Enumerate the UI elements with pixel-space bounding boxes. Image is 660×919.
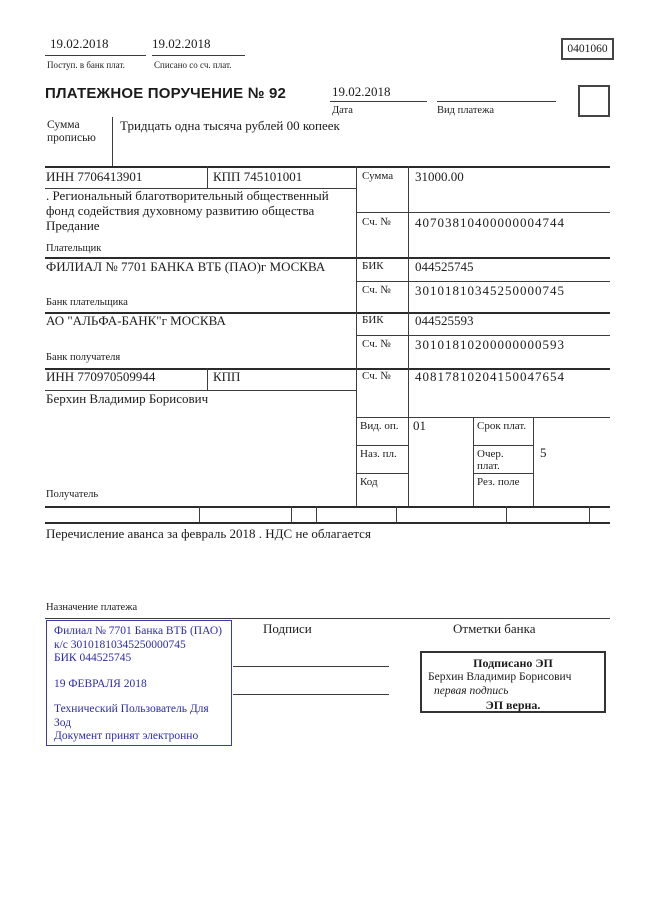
grid-line [473,417,474,506]
payer-bank-name: ФИЛИАЛ № 7701 БАНКА ВТБ (ПАО)г МОСКВА [46,259,326,274]
vid-op-label: Вид. оп. [360,420,399,432]
ep-stamp-note: первая подпись [434,685,509,697]
grid-line [356,335,610,336]
amount-words-value: Тридцать одна тысяча рублей 00 копеек [120,118,340,133]
purpose-label: Назначение платежа [46,602,138,613]
debited-date: 19.02.2018 [152,36,211,51]
date-underline [330,101,427,102]
payee-inn: ИНН 770970509944 [46,369,156,384]
debited-date-underline [152,55,245,56]
bank-stamp-line: Документ принят электронно [54,730,199,742]
grid-line [199,506,200,522]
grid-line [356,473,409,474]
kod-label: Код [360,476,378,488]
payer-account-label: Сч. № [362,216,391,228]
payer-account-value: 40703810400000004744 [415,215,565,230]
document-title: ПЛАТЕЖНОЕ ПОРУЧЕНИЕ № 92 [45,85,287,102]
signature-line-1 [233,666,389,667]
payee-account-value: 40817810204150047654 [415,369,565,384]
bank-stamp-line: Филиал № 7701 Банка ВТБ (ПАО) [54,625,222,637]
payer-label: Плательщик [46,243,102,254]
payee-bank-account-label: Сч. № [362,338,391,350]
payee-bank-bik-label: БИК [362,314,384,326]
ep-stamp-name: Берхин Владимир Борисович [428,671,572,683]
payee-bank-name: АО "АЛЬФА-БАНК"г МОСКВА [46,313,226,328]
payee-bank-bik-value: 044525593 [415,313,474,328]
grid-line [356,445,409,446]
vid-op-value: 01 [413,418,426,433]
grid-line [356,281,610,282]
form-code-box [561,38,614,60]
ep-stamp-verdict: ЭП верна. [485,698,541,712]
bank-stamp [46,620,232,746]
electronic-signature-stamp [420,651,606,713]
payment-type-box [578,85,610,117]
grid-line [45,166,610,168]
purpose-underline [45,618,610,619]
signature-line-2 [233,694,389,695]
payer-bank-bik-value: 044525745 [415,259,474,274]
received-date-label: Поступ. в банк плат. [47,60,125,70]
payment-type-underline [437,101,556,102]
ep-stamp-title: Подписано ЭП [473,656,553,670]
grid-line [408,166,409,506]
amount-words-label: Сумма прописью [47,119,96,144]
document-date: 19.02.2018 [332,84,391,99]
grid-line [45,506,610,508]
amount-label: Сумма [362,170,394,182]
grid-line [356,417,610,418]
payer-name-line3: Предание [46,218,100,233]
ocher-plat-label: Очер. плат. [477,448,504,473]
payee-bank-account-value: 30101810200000000593 [415,337,565,352]
grid-line [356,166,357,506]
naz-pl-label: Наз. пл. [360,448,397,460]
received-date: 19.02.2018 [50,36,109,51]
debited-date-label: Списано со сч. плат. [154,60,232,70]
payee-bank-label: Банк получателя [46,352,121,363]
purpose-text: Перечисление аванса за февраль 2018 . НДС не облагается [46,526,371,541]
payer-name-line2: фонд содействия духовному развитию общества [46,203,315,218]
payer-inn: ИНН 7706413901 [46,169,143,184]
bank-marks-label: Отметки банка [453,621,536,636]
grid-line [291,506,292,522]
payer-bank-account-value: 30101810345250000745 [415,283,565,298]
payee-kpp: КПП [213,369,241,384]
grid-line [207,368,208,390]
payer-bank-bik-label: БИК [362,260,384,272]
payee-label: Получатель [46,489,99,500]
signatures-label: Подписи [263,621,312,636]
bank-stamp-line: к/с 30101810345250000745 [54,638,186,651]
bank-stamp-line: Зод [54,716,72,729]
grid-line [316,506,317,522]
payee-account-label: Сч. № [362,370,391,382]
payment-type-label: Вид платежа [437,105,495,116]
payee-name: Берхин Владимир Борисович [46,391,209,406]
grid-line [506,506,507,522]
grid-line [396,506,397,522]
ocher-plat-value: 5 [540,445,547,460]
form-code: 0401060 [567,43,608,55]
amount-value: 31000.00 [415,169,464,184]
payer-name-line1: . Региональный благотворительный общественный [46,188,329,203]
grid-line [207,166,208,188]
grid-line [473,445,534,446]
rez-pole-label: Рез. поле [477,476,520,488]
payer-kpp: КПП 745101001 [213,169,303,184]
bank-stamp-line: Технический Пользователь Для [54,703,209,715]
date-label: Дата [332,105,353,116]
bank-stamp-line: БИК 044525745 [54,652,132,664]
grid-line [533,417,534,506]
bank-stamp-date: 19 ФЕВРАЛЯ 2018 [54,677,147,690]
payer-bank-label: Банк плательщика [46,297,128,308]
payer-bank-account-label: Сч. № [362,284,391,296]
srok-plat-label: Срок плат. [477,420,527,432]
received-date-underline [45,55,146,56]
grid-line [45,522,610,524]
grid-line [356,212,610,213]
amount-words-divider [112,117,113,166]
grid-line [589,506,590,522]
grid-line [473,473,534,474]
